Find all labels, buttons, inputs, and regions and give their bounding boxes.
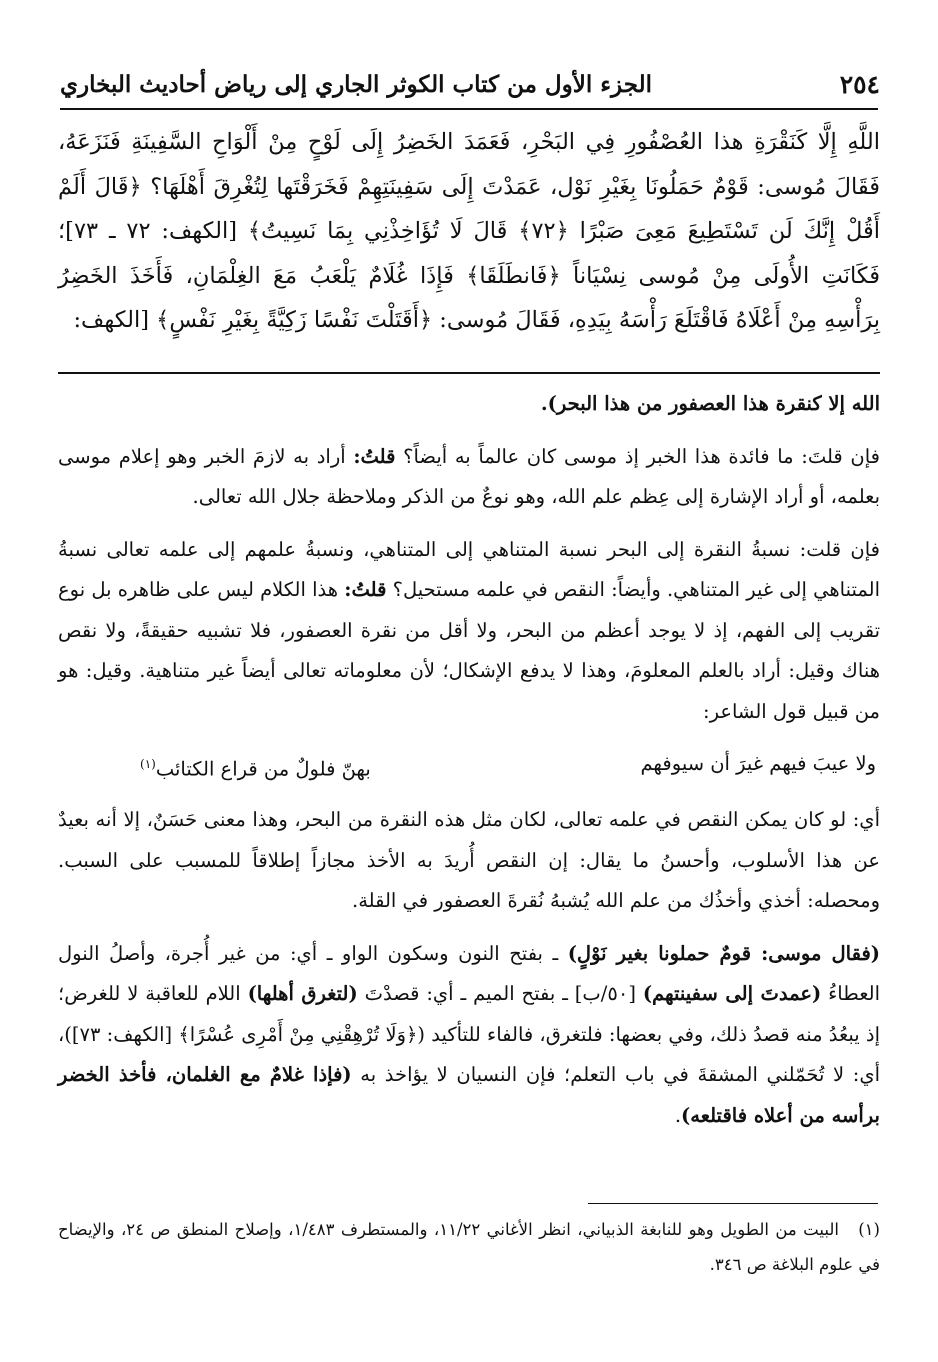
hadith-text-block <box>58 120 880 343</box>
footnotes-block <box>58 1212 880 1282</box>
commentary-block <box>58 384 880 1148</box>
question-text: فإن قلتَ: ما فائدة هذا الخبر إذ موسى كان عالماً به أيضاً؟ <box>403 444 880 468</box>
page-header <box>60 62 880 106</box>
footnote-1 <box>58 1212 880 1282</box>
verse-first-hemistich: ولا عيبَ فيهم غيرَ أن سيوفهم <box>640 752 876 775</box>
footnote-ref: (١) <box>140 757 156 771</box>
answer-text: هذا الكلام ليس على ظاهره بل نوع تقريب إلى الفهم، إذ لا يوجد أعظم من البحر، ولا أقل من نقرة العصفور، فلا تشبيه حقيقةً، ولا نقص هناك وقيل: أراد بالعلم المعلومَ، وهذا لا يدفع الإشكال؛ لأن معلوماته تعالى أيضاً غير متناهية. وقيل: هو من قبيل قول الشاعر: <box>58 578 880 723</box>
explanation-text: [٥٠/ب] ـ بفتح الميم ـ أي: قصدْتَ <box>364 982 636 1005</box>
commentary-paragraph-2 <box>58 530 880 733</box>
explanation-text: اللام للعاقبة لا للغرض؛ إذ يبعُدُ منه قصدُ ذلك، وفي بعضها: فلتغرق، فالفاء للتأكيد (﴿وَلَا تُرْهِقْنِي مِنْ أَمْرِى عُسْرًا﴾ [الكهف: ٧٣])، أي: لا تُحَمّلني المشقةَ في باب التعلم؛ فإن النسيان لا يؤاخذ به <box>58 982 881 1086</box>
footnote-divider <box>588 1203 878 1204</box>
footnote-number: (١) <box>858 1220 880 1239</box>
question-text: فإن قلت: نسبةُ النقرة إلى البحر نسبة المتناهي إلى المتناهي، ونسبةُ علمهم إلى علمه تعالى نسبةُ المتناهي إلى غير المتناهي. وأيضاً: النقص في علمه مستحيل؟ <box>58 537 880 601</box>
section-divider <box>58 372 880 374</box>
quoted-phrase: (فقال موسى: قومٌ حملونا بغير نَوْلٍ) <box>567 941 881 965</box>
commentary-paragraph-3: أي: لو كان يمكن النقص في علمه تعالى، لكان مثل هذه النقرة من البحر، وهذا معنى حَسَنٌ، إلا أنه بعيدٌ عن هذا الأسلوب، وأحسنُ ما يقال: إن النقص أُريدَ به الأخذ مجازاً إطلاقاً للمسبب على السبب. ومحصله: أخذي وأخذُك من علم الله يُشبهُ نُقرةَ العصفور في القلة. <box>58 808 880 912</box>
commentary-lemma: الله إلا كنقرة هذا العصفور من هذا البحر). <box>540 392 880 415</box>
verse-second-hemistich <box>140 744 371 790</box>
running-title: الجزء الأول من كتاب الكوثر الجاري إلى رياض أحاديث البخاري <box>60 70 652 98</box>
page-number: ٢٥٤ <box>839 69 880 99</box>
hadith-paragraph: اللَّهِ إِلَّا كَنَقْرَةِ هذا العُصْفُورِ فِي البَحْرِ، فَعَمَدَ الخَضِرُ إِلَى لَوْحٍ مِنْ أَلْوَاحِ السَّفِينَةِ فَنَزَعَهُ، فَقَالَ مُوسى: قَوْمٌ حَمَلُونَا بِغَيْرِ نَوْل، عَمَدْتَ إِلَى سَفِينَتِهِمْ فَخَرَقْتَها لِتُغْرِقَ أَهْلَهَا؟ ﴿قَالَ أَلَمْ أَقُلْ إِنَّكَ لَن تَسْتَطِيعَ مَعِىَ صَبْرًا ﴿٧٢﴾ قَالَ لَا تُؤَاخِذْنِي بِمَا نَسِيتُ﴾ [الكهف: ٧٢ ـ ٧٣]؛ فَكَانَتِ الأُولَى مِنْ مُوسى نِسْيَاناً ﴿فَانطَلَقَا﴾ فَإِذَا غُلَامٌ يَلْعَبُ مَعَ الغِلْمَانِ، فَأَخَذَ الخَضِرُ بِرَأْسِهِ مِنْ أَعْلَاهُ فَاقْتَلَعَ رَأْسَهُ بِيَدِهِ، فَقَالَ مُوسى: ﴿أَقَتَلْتَ نَفْسًا زَكِيَّةً بِغَيْرِ نَفْسٍ﴾ [الكهف: <box>58 129 880 333</box>
poetry-verse <box>58 744 880 790</box>
quoted-phrase: (لتغرق أهلها) <box>247 982 358 1005</box>
header-divider <box>60 108 878 110</box>
answer-text: أراد به لازمَ الخبر وهو إعلام موسى بعلمه، أو أراد الإشارة إلى عِظم علم الله، وهو نوعٌ من الذكر وملاحظة جلال الله تعالى. <box>58 444 880 508</box>
verse-second-text: بهنّ فلولٌ من قراع الكتائب <box>155 757 371 781</box>
quoted-phrase: (فإذا غلامٌ مع الغلمان، فأخذ الخضر برأسه من أعلاه فاقتلعه) <box>58 1063 880 1127</box>
answer-marker: قلتُ: <box>353 444 396 468</box>
commentary-paragraph-4 <box>58 934 880 1137</box>
commentary-paragraph-1 <box>58 437 880 518</box>
footnote-text: البيت من الطويل وهو للنابغة الذبياني، انظر الأغاني ١١/٢٢، والمستطرف ١/٤٨٣، وإصلاح المنطق ص ٢٤، والإيضاح في علوم البلاغة ص ٣٤٦. <box>58 1220 880 1274</box>
answer-marker: قلتُ: <box>344 578 387 601</box>
explanation-text: ـ بفتح النون وسكون الواو ـ أي: من غير أُجرة، وأصلُ النول العطاءُ <box>58 941 880 1005</box>
quoted-phrase: (عمدتَ إلى سفينتهم) <box>642 982 822 1005</box>
sentence-end: . <box>674 1103 682 1127</box>
